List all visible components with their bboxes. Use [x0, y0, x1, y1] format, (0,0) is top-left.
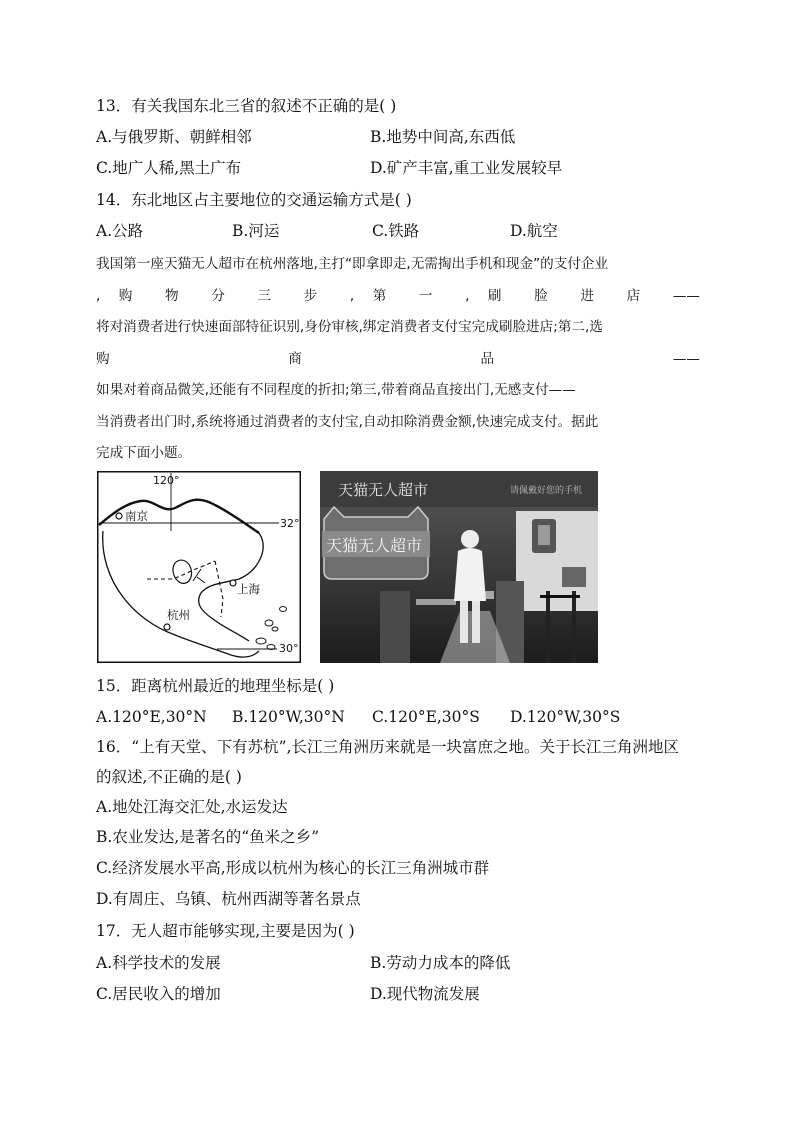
- q13-option-a[interactable]: A.与俄罗斯、朝鲜相邻: [96, 128, 252, 146]
- unmanned-store-photo: [320, 471, 598, 663]
- q16-option-b[interactable]: B.农业发达,是著名的“鱼米之乡”: [96, 828, 320, 846]
- q15-stem: 15．距离杭州最近的地理坐标是( ): [96, 677, 335, 695]
- q16-option-a[interactable]: A.地处江海交汇处,水运发达: [96, 798, 288, 816]
- q16-option-d[interactable]: D.有周庄、乌镇、杭州西湖等著名景点: [96, 890, 361, 908]
- q14-option-d[interactable]: D.航空: [510, 222, 558, 240]
- shanghai-marker: [230, 580, 236, 586]
- passage-line: 如果对着商品微笑,还能有不同程度的折扣;第三,带着商品直接出门,无感支付——: [96, 382, 576, 398]
- photo-sign-main: 天猫无人超市: [326, 536, 423, 555]
- q13-option-d[interactable]: D.矿产丰富,重工业发展较早: [370, 159, 563, 177]
- city-label-nanjing: 南京: [125, 509, 148, 523]
- q17-stem: 17．无人超市能够实现,主要是因为( ): [96, 922, 355, 940]
- city-label-hangzhou: 杭州: [167, 608, 190, 622]
- q14-option-b[interactable]: B.河运: [232, 222, 280, 240]
- q16-option-c[interactable]: C.经济发展水平高,形成以杭州为核心的长江三角洲城市群: [96, 859, 490, 877]
- passage-line: 当消费者出门时,系统将通过消费者的支付宝,自动扣除消费金额,快速完成支付。据此: [96, 413, 599, 430]
- photo-sign-right: 请佩戴好您的手机: [510, 486, 583, 496]
- q17-option-d[interactable]: D.现代物流发展: [370, 985, 480, 1003]
- q17-option-b[interactable]: B.劳动力成本的降低: [370, 954, 511, 972]
- passage-line: 完成下面小题。: [96, 445, 192, 461]
- passage-line: , 购 物 分 三 步 , 第 一 , 刷 脸 进 店 ——: [96, 287, 700, 304]
- q15-option-a[interactable]: A.120°E,30°N: [96, 708, 207, 726]
- yangtze-delta-map: [97, 471, 301, 663]
- q13-option-c[interactable]: C.地广人稀,黑土广布: [96, 159, 242, 177]
- passage-line: 购 商 品 ——: [96, 350, 700, 367]
- nanjing-marker: [116, 513, 122, 519]
- q14-stem: 14．东北地区占主要地位的交通运输方式是( ): [96, 191, 412, 209]
- city-label-shanghai: 上海: [237, 582, 260, 596]
- hangzhou-marker: [164, 624, 170, 630]
- q17-option-a[interactable]: A.科学技术的发展: [96, 954, 221, 972]
- q16-stem-line1: 16．“上有天堂、下有苏杭”,长江三角洲历来就是一块富庶之地。关于长江三角洲地区: [96, 738, 680, 756]
- q15-option-c[interactable]: C.120°E,30°S: [372, 708, 480, 726]
- q14-option-c[interactable]: C.铁路: [372, 222, 420, 240]
- q17-option-c[interactable]: C.居民收入的增加: [96, 985, 221, 1003]
- latitude-label-top: 32°: [280, 517, 300, 530]
- q13-option-b[interactable]: B.地势中间高,东西低: [370, 128, 516, 146]
- q16-stem-line2: 的叙述,不正确的是( ): [96, 768, 242, 786]
- passage-line: 我国第一座天猫无人超市在杭州落地,主打“即拿即走,无需掏出手机和现金”的支付企业: [96, 256, 609, 272]
- q15-option-d[interactable]: D.120°W,30°S: [510, 708, 621, 726]
- longitude-label: 120°: [153, 474, 180, 487]
- latitude-label-bottom: 30°: [279, 642, 299, 655]
- reading-passage: [96, 254, 700, 475]
- passage-line: 将对消费者进行快速面部特征识别,身份审核,绑定消费者支付宝完成刷脸进店;第二,选: [96, 319, 603, 335]
- q13-stem: 13．有关我国东北三省的叙述不正确的是( ): [96, 97, 397, 115]
- q14-option-a[interactable]: A.公路: [96, 222, 144, 240]
- q15-option-b[interactable]: B.120°W,30°N: [232, 708, 345, 726]
- photo-sign-top: 天猫无人超市: [338, 481, 429, 499]
